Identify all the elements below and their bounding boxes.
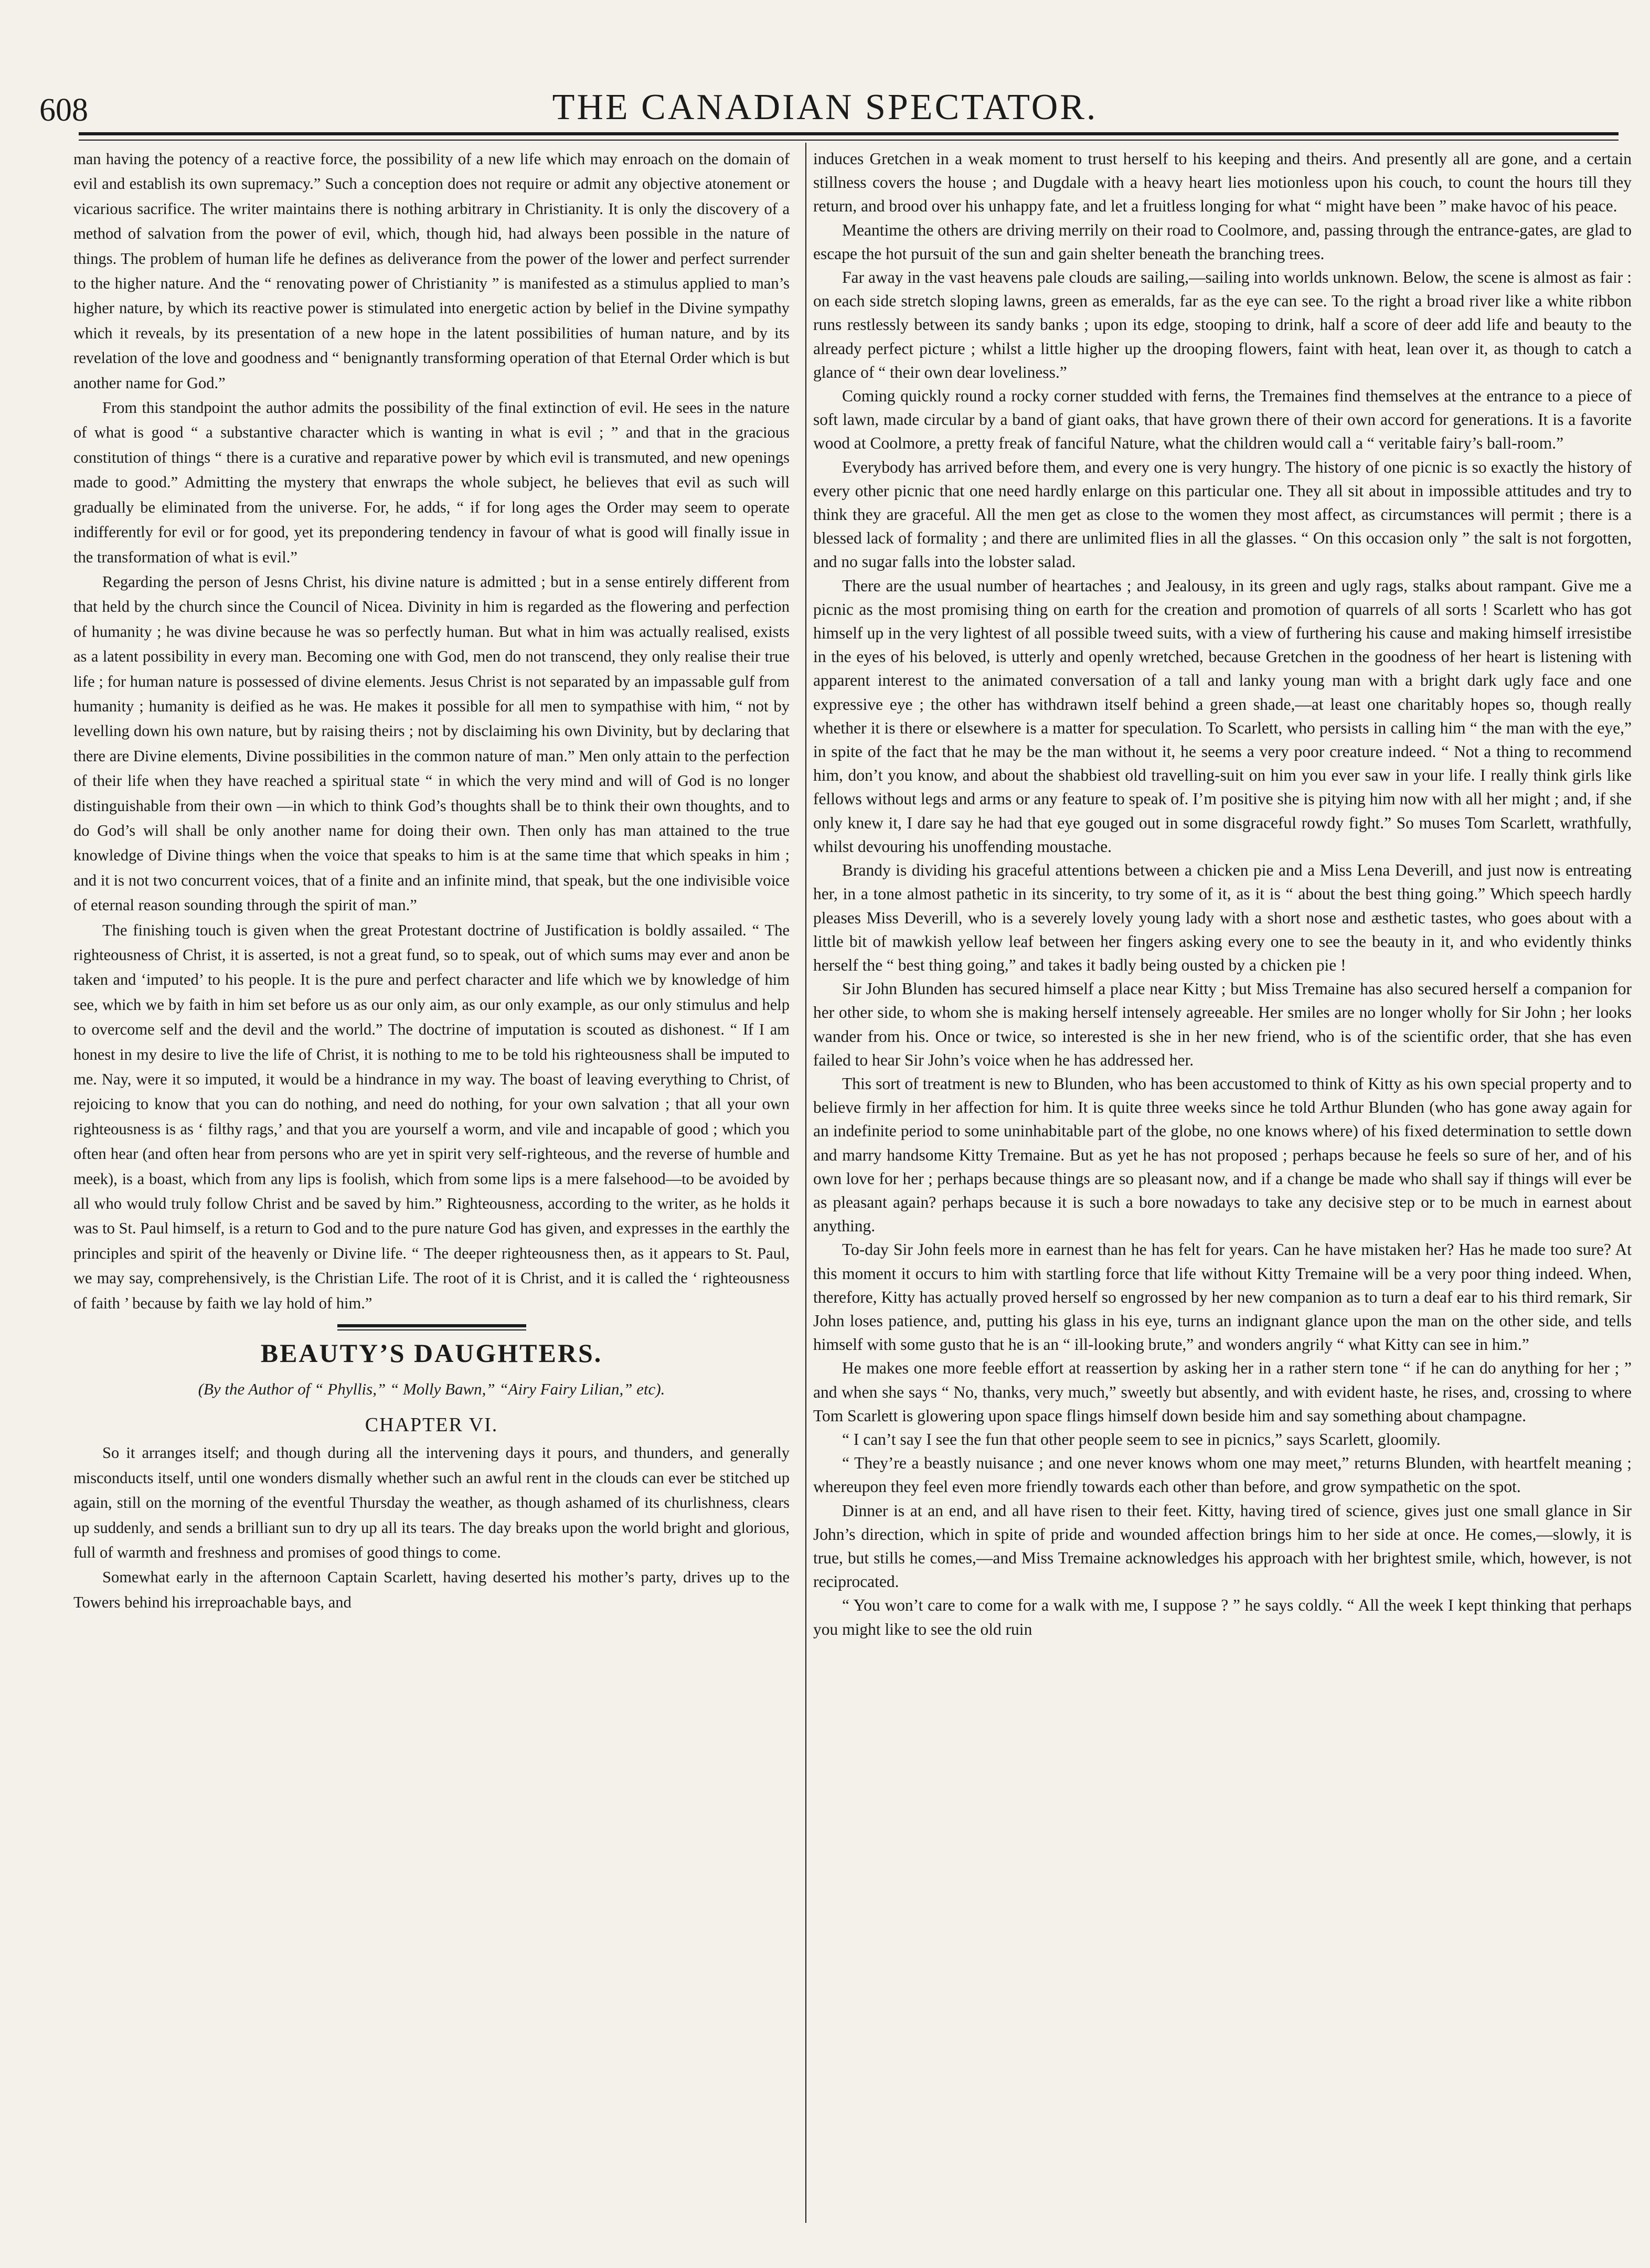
paragraph: Far away in the vast heavens pale clouds are sailing,—sailing into worlds unknown. Below, the scene is almost as fair : on each side stretch sloping lawns, green as emeralds, far as the eye can see. To the right a broad river like a white ribbon runs restlessly between its sandy banks ; upon its edge, stooping to drink, half a score of deer add life and beauty to the already perfect picture ; whilst a little higher up the drooping flowers, faint with heat, lean over it, as though to catch a glance of “ their own dear loveliness.” bbox=[813, 268, 1632, 381]
paragraph: This sort of treatment is new to Blunden, who has been accustomed to think of Kitty as his own special property and to believe firmly in her affection for him. It is quite three weeks since he told Arthur Blunden (who has gone away again for an indefinite period to some uninhabitable part of the globe, no one knows where) of his fixed determination to settle down and marry handsome Kitty Tremaine. But as yet he has not proposed ; perhaps because he feels so sure of her, and of his own love for her ; perhaps because things are so pleasant now, and if a change be made who shall say if things will ever be as pleasant again? perhaps because it is such a bore nowadays to take any decisive step or to be much in earnest about anything. bbox=[813, 1074, 1632, 1236]
paragraph: Brandy is dividing his graceful attentions between a chicken pie and a Miss Lena Deverill, and just now is entreating her, in a tone almost pathetic in its sincerity, to try some of it, as it is “ about the best thing going.” Which speech hardly pleases Miss Deverill, who is a severely lovely young lady with a short nose and æsthetic tastes, who goes about with a little bit of mawkish yellow leaf between her fingers asking every one to see the beauty in it, and who evidently thinks herself the “ best thing going,” and takes it badly being ousted by a chicken pie ! bbox=[813, 861, 1632, 974]
paragraph: From this standpoint the author admits the possibility of the final extinction of evil. He sees in the nature of what is good “ a substantive character which is wanting in what is evil ; ” and that in the gracious constitution of things “ there is a curative and reparative power by which evil is transmuted, and new openings made to good.” Admitting the mystery that enwraps the whole subject, he believes that evil as such will gradually be eliminated from the universe. For, he adds, “ if for long ages the Order may seem to operate indifferently for evil or for good, yet its prepondering tendency in favour of what is good will finally issue in the transformation of what is evil.” bbox=[73, 399, 790, 566]
paragraph: “ You won’t care to come for a walk with me, I suppose ? ” he says coldly. “ All the week I kept thinking that perhaps you might like to see the old ruin bbox=[813, 1596, 1632, 1638]
left-column bbox=[73, 147, 790, 1615]
paragraph: So it arranges itself; and though during all the intervening days it pours, and thunders, and generally misconducts itself, until one wonders dismally whether such an awful rent in the clouds can ever be stitched up again, still on the morning of the eventful Thursday the weather, as though ashamed of its churlishness, clears up suddenly, and sends a brilliant sun to dry up all its tears. The day breaks upon the world bright and glorious, full of warmth and freshness and promises of good things to come. bbox=[73, 1444, 790, 1561]
paragraph: Meantime the others are driving merrily on their road to Coolmore, and, passing through the entrance-gates, are glad to escape the hot pursuit of the sun and gain shelter beneath the branching trees. bbox=[813, 220, 1632, 263]
paragraph: Everybody has arrived before them, and every one is very hungry. The history of one picnic is so exactly the history of every other picnic that one need hardly enlarge on this particular one. They all sit about in impossible attitudes and try to think they are graceful. All the men get as close to the women they most affect, as circumstances will permit ; there is a blessed lack of formality ; and there are unlimited flies in all the glasses. “ On this occasion only ” the salt is not forgotten, and no sugar falls into the lobster salad. bbox=[813, 457, 1632, 571]
header-rule bbox=[79, 132, 1619, 135]
paragraph: “ I can’t say I see the fun that other people seem to see in picnics,” says Scarlett, gloomily. bbox=[842, 1430, 1441, 1449]
paragraph: man having the potency of a reactive force, the possibility of a new life which may enroach on the domain of evil and establish its own supremacy.” Such a conception does not require or admit any objective atonement or vicarious sacrifice. The writer maintains there is nothing arbitrary in Christianity. It is only the discovery of a method of salvation from the power of evil, which, though hid, had always been possible in the nature of things. The problem of human life he defines as deliverance from the power of the lower and perfect surrender to the higher nature. And the “ renovating power of Christianity ” is manifested as a stimulus applied to man’s higher nature, by which its reactive power is stimulated into energetic action by belief in the Divine sympathy which it reveals, by its presentation of a new hope in the latent possibilities of human nature, and by its revelation of the love and goodness and “ benignantly transforming operation of that Eternal Order which is but another name for God.” bbox=[73, 150, 790, 392]
paragraph: He makes one more feeble effort at reassertion by asking her in a rather stern tone “ if he can do anything for her ; ” and when she says “ No, thanks, very much,” sweetly but absently, and with evident haste, he rises, and, crossing to where Tom Scarlett is glowering upon space flings himself down beside him and say something about champagne. bbox=[813, 1359, 1632, 1425]
paragraph: Dinner is at an end, and all have risen to their feet. Kitty, having tired of science, gives just one small glance in Sir John’s direction, which in spite of pride and wounded affection brings him to her side at once. He comes,—slowly, it is true, but stills he comes,—and Miss Tremaine acknowledges his approach with her brightest smile, which, however, is not reciprocated. bbox=[813, 1501, 1632, 1591]
byline: (By the Author of “ Phyllis,” “ Molly Bawn,” “Airy Fairy Lilian,” etc). bbox=[198, 1379, 665, 1398]
right-column bbox=[813, 147, 1632, 1641]
chapter-heading: CHAPTER VI. bbox=[365, 1413, 498, 1436]
column-divider bbox=[805, 143, 806, 2223]
paragraph: Sir John Blunden has secured himself a place near Kitty ; but Miss Tremaine has also secured herself a companion for her other side, to whom she is making herself intensely agreeable. Her smiles are no longer wholly for Sir John ; her looks wander from his. Once or twice, so interested is she in her new friend, who is of the scientific order, that she has even failed to hear Sir John’s voice when he has addressed her. bbox=[813, 979, 1632, 1069]
paragraph: Regarding the person of Jesns Christ, his divine nature is admitted ; but in a sense entirely different from that held by the church since the Council of Nicea. Divinity in him is regarded as the flowering and perfection of humanity ; he was divine because he was so perfectly human. But what in him was actually realised, exists as a latent possibility in every man. Becoming one with God, men do not transcend, they only realise their true life ; for human nature is possessed of divine elements. Jesus Christ is not separated by an impassable gulf from humanity ; humanity is deified as he was. He makes it possible for all men to sympathise with him, “ not by levelling down his own nature, but by raising theirs ; not by disclaiming his own Divinity, but by declaring that there are Divine elements, Divine possibilities in the common nature of man.” Men only attain to the perfection of their life when they have reached a spiritual state “ in which the very mind and will of God is no longer distinguishable from their own —in which to think God’s thoughts shall be to think their own thoughts, and to do God’s will shall be only another name for doing their own. Then only has man attained to the true knowledge of Divine things when the voice that speaks to him is at the same time that which speaks in him ; and it is not two concurrent voices, that of a finite and an infinite mind, that speak, but the one indivisible voice of eternal reason sounding through the spirit of man.” bbox=[73, 572, 790, 914]
section-rule bbox=[337, 1324, 526, 1327]
header-rule-thin bbox=[79, 140, 1619, 141]
section-heading: BEAUTY’S DAUGHTERS. bbox=[260, 1338, 603, 1368]
paragraph: There are the usual number of heartaches ; and Jealousy, in its green and ugly rags, stalks about rampant. Give me a picnic as the most promising thing on earth for the creation and promotion of quarrels of all sorts ! Scarlett who has got himself up in the very lightest of all possible tweed suits, with a view of furthering his cause and making himself irresistibe in the eyes of his beloved, is utterly and openly wretched, because Gretchen in the goodness of her heart is listening with apparent interest to the animated conversation of a tall and lanky young man with a bright dark ugly face and one expressive eye ; the other has withdrawn itself behind a green shade,—at least one charitably hopes so, though really whether it is there or elsewhere is a matter for speculation. To Scarlett, who persists in calling him “ the man with the eye,” in spite of the fact that he may be the man without it, he seems a very poor creature indeed. “ Not a thing to recommend him, don’t you know, and about the shabbiest old travelling-suit on him you ever saw in your life. I really think girls like fellows without legs and arms or any feature to speak of. I’m positive she is pitying him now with all her might ; and, if she only knew it, I dare say he had that eye gouged out in some disgraceful rowdy fight.” So muses Tom Scarlett, wrathfully, whilst devouring his unoffending moustache. bbox=[813, 576, 1632, 856]
paragraph: To-day Sir John feels more in earnest than he has felt for years. Can he have mistaken her? Has he made too sure? At this moment it occurs to him with startling force that life without Kitty Tremaine will be a very poor thing indeed. When, therefore, Kitty has actually proved herself so engrossed by her new companion as to turn a deaf ear to his third remark, Sir John loses patience, and, putting his glass in his eye, turns an indignant glance upon the man on the other side, and tells himself with some gusto that he is an “ ill-looking brute,” and wonders angrily “ what Kitty can see in him.” bbox=[813, 1240, 1632, 1354]
paragraph: The finishing touch is given when the great Protestant doctrine of Justification is boldly assailed. “ The righteousness of Christ, it is asserted, is not a great fund, so to speak, out of which sums may ever and anon be taken and ‘imputed’ to his people. It is the pure and perfect character and life which we by knowledge of him see, which we by faith in him set before us as our only aim, as our only example, as our only stimulus and help to overcome self and the devil and the world.” The doctrine of imputation is scouted as dishonest. “ If I am honest in my desire to live the life of Christ, it is nothing to me to be told his righteousness shall be imputed to me. Nay, were it so imputed, it would be a hindrance in my way. The boast of leaving everything to Christ, of rejoicing to know that you can do nothing, and need do nothing, for your own salvation ; that all your own righteousness is as ‘ filthy rags,’ and that you are yourself a worm, and vile and incapable of good ; which you often hear (and often hear from persons who are yet in spirit very self-righteous, and the reverse of humble and meek), is a boast, which from any lips is foolish, which from some lips is a mere falsehood—to be avoided by all who would truly follow Christ and be saved by him.” Righteousness, according to the writer, as he holds it was to St. Paul himself, is a return to God and to the pure nature God has given, and expresses in the earthly the principles and spirit of the heavenly or Divine life. “ The deeper righteousness then, as it appears to St. Paul, we may say, comprehensively, is the Christian Life. The root of it is Christ, and it is called the ‘ righteousness of faith ’ because by faith we lay hold of him.” bbox=[73, 921, 790, 1312]
paragraph: “ They’re a beastly nuisance ; and one never knows whom one may meet,” returns Blunden, with heartfelt meaning ; whereupon they feel even more friendly towards each other than before, and grow sympathetic on the spot. bbox=[813, 1454, 1632, 1496]
paragraph: Somewhat early in the afternoon Captain Scarlett, having deserted his mother’s party, drives up to the Towers behind his irreproachable bays, and bbox=[73, 1568, 790, 1611]
paragraph: induces Gretchen in a weak moment to trust herself to his keeping and theirs. And presently all are gone, and a certain stillness covers the house ; and Dugdale with a heavy heart lies motionless upon his couch, to count the hours till they return, and brood over his unhappy fate, and let a fruitless longing for what “ might have been ” make havoc of his peace. bbox=[813, 150, 1632, 216]
section-rule-thin bbox=[337, 1329, 526, 1330]
page-number: 608 bbox=[39, 92, 88, 128]
paragraph: Coming quickly round a rocky corner studded with ferns, the Tremaines find themselves at the entrance to a piece of soft lawn, made circular by a band of giant oaks, that have grown there of their own accord for generations. It is a favorite wood at Coolmore, a pretty freak of fanciful Nature, what the children would call a “ veritable fairy’s ball-room.” bbox=[813, 387, 1632, 453]
running-title: THE CANADIAN SPECTATOR. bbox=[552, 87, 1098, 127]
